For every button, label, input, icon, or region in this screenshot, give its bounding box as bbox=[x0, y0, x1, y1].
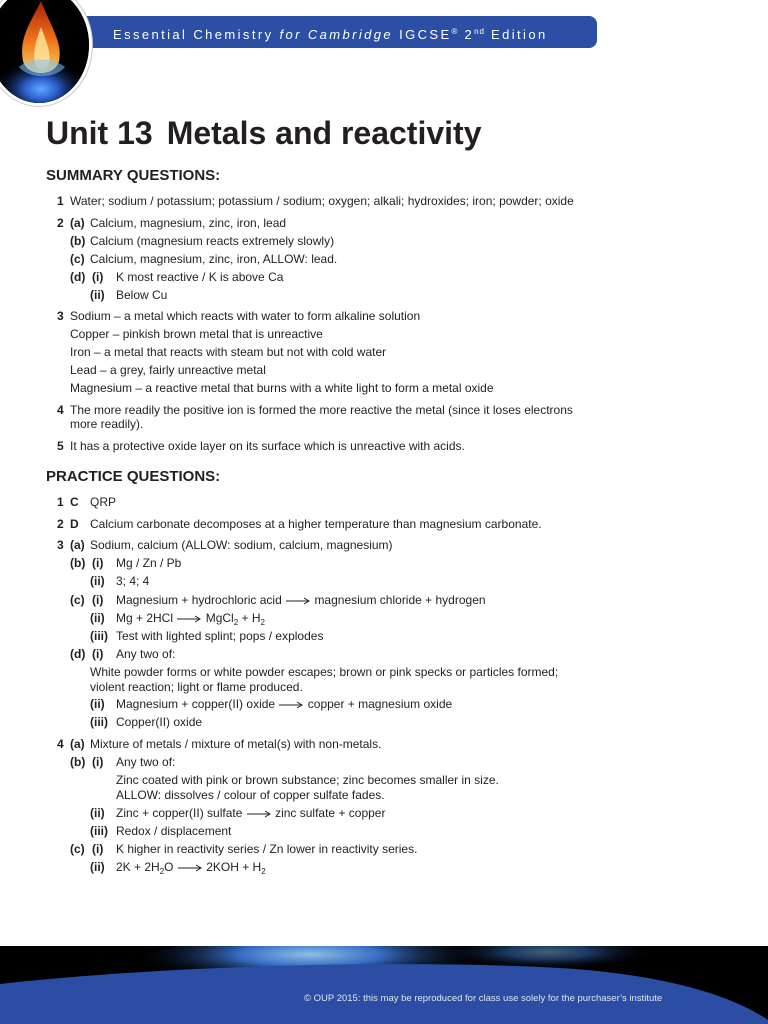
practice-q4biii-label: (iii) bbox=[90, 824, 108, 838]
practice-q3di-text: Any two of: bbox=[116, 647, 176, 661]
unit-label: Unit 13 bbox=[46, 115, 153, 151]
practice-q3d-line2: violent reaction; light or flame produced. bbox=[90, 680, 303, 694]
practice-q3ci-equation: Magnesium + hydrochloric acid magnesium chloride + hydrogen bbox=[116, 593, 486, 607]
practice-q4b-label: (b) bbox=[70, 755, 86, 769]
practice-q3cii-equation: Mg + 2HCl MgCl$_2$ + $H_2$ bbox=[116, 611, 265, 627]
practice-q3d-label: (d) bbox=[70, 647, 86, 661]
summary-q5: 5 bbox=[57, 439, 64, 453]
practice-q3ciii-text: Test with lighted splint; pops / explodes bbox=[116, 629, 324, 643]
summary-q3: 3 bbox=[57, 309, 64, 323]
summary-q2dii-label: (ii) bbox=[90, 288, 105, 302]
practice-q3dii-label: (ii) bbox=[90, 697, 105, 711]
summary-q5-text: It has a protective oxide layer on its surface which is unreactive with acids. bbox=[70, 439, 465, 453]
practice-q3diii-label: (iii) bbox=[90, 715, 108, 729]
practice-q3bii-label: (ii) bbox=[90, 574, 105, 588]
practice-q3b-label: (b) bbox=[70, 556, 86, 570]
summary-q2c-label: (c) bbox=[70, 252, 85, 266]
copyright-notice: © OUP 2015: this may be reproduced for class use solely for the purchaser’s institute bbox=[304, 993, 663, 1004]
practice-q2-letter: D bbox=[70, 517, 79, 531]
arrow-icon bbox=[278, 701, 304, 709]
practice-q3d-line1: White powder forms or white powder escapes; brown or pink specks or particles formed; bbox=[90, 665, 559, 679]
practice-q3: 3 bbox=[57, 538, 64, 552]
practice-heading: PRACTICE QUESTIONS: bbox=[46, 468, 221, 485]
practice-q4a-label: (a) bbox=[70, 737, 85, 751]
summary-heading: SUMMARY QUESTIONS: bbox=[46, 167, 221, 184]
practice-q3a-text: Sodium, calcium (ALLOW: sodium, calcium, magnesium) bbox=[90, 538, 393, 552]
practice-q3di-label: (i) bbox=[92, 647, 104, 661]
footer-band bbox=[0, 946, 768, 1024]
practice-q3ciii-label: (iii) bbox=[90, 629, 108, 643]
summary-q1: 1 bbox=[57, 194, 64, 208]
summary-q4-line1: The more readily the positive ion is formed the more reactive the metal (since it loses electrons bbox=[70, 403, 573, 417]
arrow-icon bbox=[176, 615, 202, 623]
summary-q1-text: Water; sodium / potassium; potassium / sodium; oxygen; alkali; hydroxides; iron; powder; oxide bbox=[70, 194, 574, 208]
summary-q2c-text: Calcium, magnesium, zinc, iron, ALLOW: lead. bbox=[90, 252, 338, 266]
practice-q4c-label: (c) bbox=[70, 842, 85, 856]
arrow-icon bbox=[177, 864, 203, 872]
summary-q2a-label: (a) bbox=[70, 216, 85, 230]
practice-q4bii-label: (ii) bbox=[90, 806, 105, 820]
book-title-banner bbox=[60, 16, 597, 48]
summary-q3-line: Iron – a metal that reacts with steam but not with cold water bbox=[70, 345, 387, 359]
practice-q3a-label: (a) bbox=[70, 538, 85, 552]
summary-q4-line2: more readily). bbox=[70, 417, 144, 431]
practice-q4ci-label: (i) bbox=[92, 842, 104, 856]
practice-q4: 4 bbox=[57, 737, 64, 751]
practice-q4cii-label: (ii) bbox=[90, 860, 105, 874]
summary-q2dii-text: Below Cu bbox=[116, 288, 168, 302]
arrow-icon bbox=[246, 810, 272, 818]
practice-q1: 1 bbox=[57, 495, 64, 509]
summary-q2a-text: Calcium, magnesium, zinc, iron, lead bbox=[90, 216, 287, 230]
summary-q3-line: Magnesium – a reactive metal that burns with a white light to form a metal oxide bbox=[70, 381, 494, 395]
practice-q4cii-equation: $2K + 2H_2O$ $2KOH + H_2$ bbox=[116, 860, 266, 876]
practice-q4bi-text: Any two of: bbox=[116, 755, 176, 769]
practice-q3dii-equation: Magnesium + copper(II) oxide copper + magnesium oxide bbox=[116, 697, 453, 711]
book-title: Essential Chemistry for Cambridge IGCSE® 2nd Edition bbox=[113, 27, 548, 42]
practice-q4b-line1: Zinc coated with pink or brown substance; zinc becomes smaller in size. bbox=[116, 773, 499, 787]
summary-q4: 4 bbox=[57, 403, 64, 417]
arrow-icon bbox=[285, 597, 311, 605]
practice-q4biii-text: Redox / displacement bbox=[116, 824, 232, 838]
practice-q3diii-text: Copper(II) oxide bbox=[116, 715, 203, 729]
practice-q4a-text: Mixture of metals / mixture of metal(s) with non-metals. bbox=[90, 737, 382, 751]
practice-q2-text: Calcium carbonate decomposes at a higher temperature than magnesium carbonate. bbox=[90, 517, 542, 531]
summary-q2b-text: Calcium (magnesium reacts extremely slowly) bbox=[90, 234, 335, 248]
summary-q3-line: Sodium – a metal which reacts with water to form alkaline solution bbox=[70, 309, 421, 323]
practice-q3bi-text: Mg / Zn / Pb bbox=[116, 556, 182, 570]
practice-q4ci-text: K higher in reactivity series / Zn lower in reactivity series. bbox=[116, 842, 418, 856]
unit-title: Metals and reactivity bbox=[166, 115, 482, 151]
summary-q3-line: Copper – pinkish brown metal that is unreactive bbox=[70, 327, 323, 341]
practice-q3bi-label: (i) bbox=[92, 556, 104, 570]
summary-q2: 2 bbox=[57, 216, 64, 230]
practice-q3bii-text: 3; 4; 4 bbox=[116, 574, 150, 588]
practice-q1-text: QRP bbox=[90, 495, 117, 509]
summary-q2d-label: (d) bbox=[70, 270, 86, 284]
practice-q3c-label: (c) bbox=[70, 593, 85, 607]
practice-q3cii-label: (ii) bbox=[90, 611, 105, 625]
practice-q4b-line2: ALLOW: dissolves / colour of copper sulfate fades. bbox=[116, 788, 385, 802]
summary-q2di-text: K most reactive / K is above Ca bbox=[116, 270, 284, 284]
summary-q3-line: Lead – a grey, fairly unreactive metal bbox=[70, 363, 266, 377]
practice-q2: 2 bbox=[57, 517, 64, 531]
summary-q2b-label: (b) bbox=[70, 234, 86, 248]
practice-q3ci-label: (i) bbox=[92, 593, 104, 607]
footer-flame-image bbox=[0, 946, 768, 1024]
practice-q1-letter: C bbox=[70, 495, 79, 509]
practice-q4bii-equation: Zinc + copper(II) sulfate zinc sulfate + copper bbox=[116, 806, 386, 820]
summary-q2di-label: (i) bbox=[92, 270, 104, 284]
practice-q4bi-label: (i) bbox=[92, 755, 104, 769]
